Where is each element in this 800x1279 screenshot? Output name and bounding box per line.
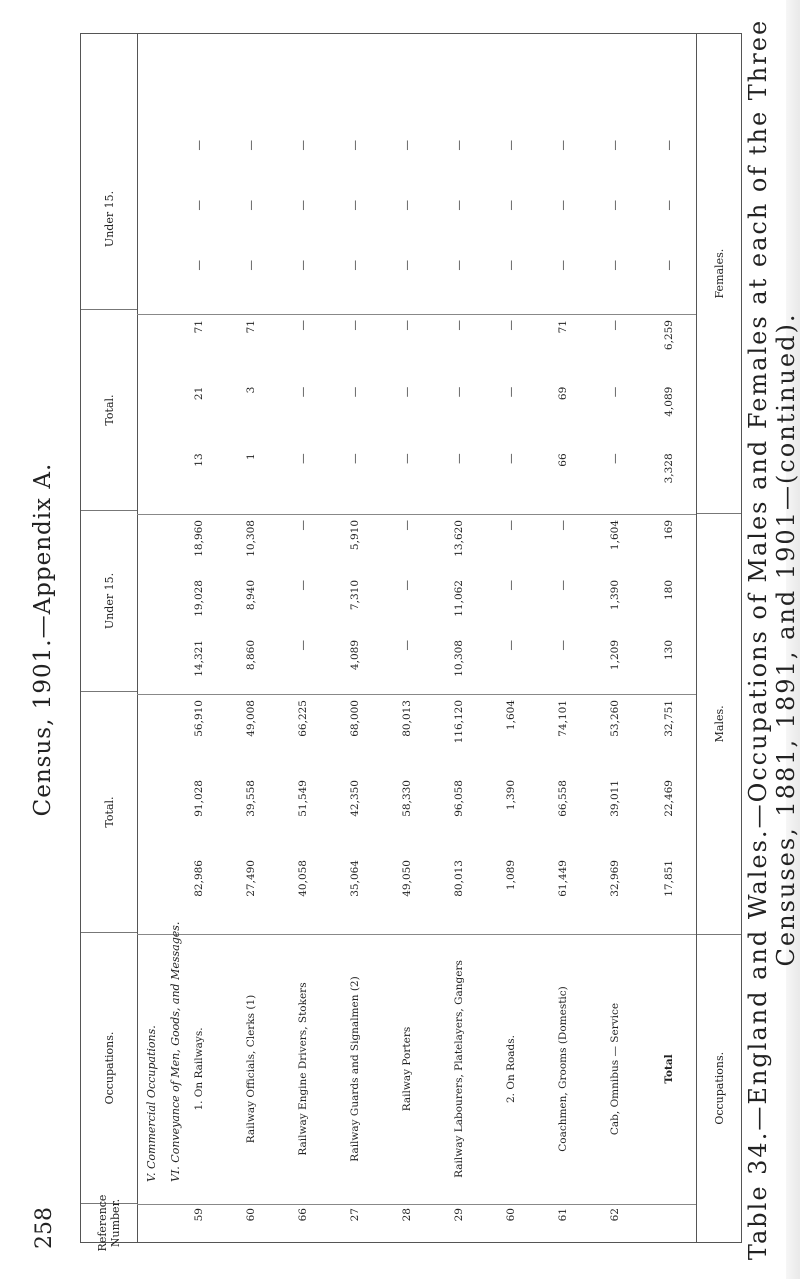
cell-females-total-1: — — [609, 386, 621, 398]
cell-males-total-2: 66,225 — [297, 700, 309, 737]
cell-females-u15-1: — — [453, 200, 465, 211]
occupation-label: Railway Officials, Clerks (1) — [245, 994, 257, 1144]
cell-males-total-0: 35,064 — [349, 860, 361, 897]
cell-males-total-2: 68,000 — [349, 700, 361, 737]
occupation-label: Coachmen, Grooms (Domestic) — [557, 986, 569, 1152]
cell-males-u15-1: — — [557, 580, 569, 591]
table-row — [609, 34, 649, 1242]
table-row — [401, 34, 441, 1242]
running-head — [30, 0, 70, 1279]
cell-females-total-2: — — [505, 320, 517, 331]
cell-females-total-2: 71 — [193, 320, 205, 334]
table-row — [557, 34, 597, 1242]
cell-males-total-2: 53,260 — [609, 700, 621, 737]
table-row — [505, 34, 545, 1242]
cell-females-u15-0: — — [297, 260, 309, 271]
cell-males-total-0: 49,050 — [401, 860, 413, 897]
cell-females-u15-1: — — [193, 200, 205, 211]
cell-males-total-0: 1,089 — [505, 860, 517, 891]
cell-males-total-0: 61,449 — [557, 860, 569, 897]
cell-females-total-0: — — [609, 453, 621, 464]
cell-females-total-0: — — [401, 453, 413, 464]
cell-males-u15-0: 1,209 — [609, 640, 621, 671]
cell-tot-males-u15-2: 169 — [663, 520, 675, 541]
reference-number: 59 — [193, 1208, 205, 1222]
cell-females-total-2: — — [401, 320, 413, 331]
reference-number: 28 — [401, 1208, 413, 1222]
occupations-table — [80, 33, 742, 1252]
cell-males-u15-0: — — [557, 640, 569, 651]
cell-males-total-1: 42,350 — [349, 780, 361, 817]
cell-females-total-2: — — [297, 320, 309, 331]
footer-females-label: Females. — [712, 248, 726, 299]
occupation-label: 2. On Roads. — [505, 1035, 517, 1103]
cell-males-u15-1: 19,028 — [193, 580, 205, 617]
cell-females-total-2: — — [349, 320, 361, 331]
cell-females-u15-2: — — [505, 140, 517, 151]
table-footer — [696, 34, 741, 1242]
cell-males-u15-1: — — [401, 580, 413, 591]
section-head: V. Commercial Occupations. — [145, 1025, 158, 1182]
cell-males-total-1: 51,549 — [297, 780, 309, 817]
occupation-label: Railway Guards and Signalmen (2) — [349, 976, 361, 1162]
occupation-label: Railway Labourers, Platelayers, Gangers — [453, 960, 465, 1178]
cell-males-u15-2: — — [505, 520, 517, 531]
cell-females-u15-0: — — [245, 260, 257, 271]
table-header — [81, 34, 138, 1252]
table-row — [297, 34, 337, 1242]
cell-females-u15-0: — — [401, 260, 413, 271]
cell-tot-males-total-0: 17,851 — [663, 860, 675, 897]
cell-males-total-0: 80,013 — [453, 860, 465, 897]
cell-males-u15-0: 14,321 — [193, 640, 205, 677]
cell-males-total-0: 27,490 — [245, 860, 257, 897]
cell-females-total-0: 13 — [193, 453, 205, 467]
cell-males-u15-2: 5,910 — [349, 520, 361, 551]
cell-tot-females-total-2: 6,259 — [663, 320, 675, 351]
cell-tot-females-u15-1: — — [663, 200, 675, 211]
cell-females-u15-0: — — [557, 260, 569, 271]
cell-males-total-2: 80,013 — [401, 700, 413, 737]
cell-tot-females-total-0: 3,328 — [663, 453, 675, 484]
occupation-label: Railway Engine Drivers, Stokers — [297, 982, 309, 1156]
cell-males-u15-0: 8,860 — [245, 640, 257, 671]
cell-males-u15-1: 8,940 — [245, 580, 257, 611]
cell-females-total-0: — — [349, 453, 361, 464]
header-females-under15: Under 15. — [102, 190, 116, 248]
cell-males-total-2: 56,910 — [193, 700, 205, 737]
cell-females-u15-1: — — [349, 200, 361, 211]
cell-females-total-0: — — [297, 453, 309, 464]
cell-males-total-2: 49,008 — [245, 700, 257, 737]
cell-females-u15-2: — — [245, 140, 257, 151]
reference-number: 27 — [349, 1208, 361, 1222]
table-row — [349, 34, 389, 1242]
cell-males-total-0: 82,986 — [193, 860, 205, 897]
reference-number: 29 — [453, 1208, 465, 1222]
cell-females-u15-1: — — [297, 200, 309, 211]
cell-females-total-1: 21 — [193, 386, 205, 401]
cell-females-total-1: 3 — [245, 386, 257, 394]
cell-tot-males-u15-1: 180 — [663, 580, 675, 601]
cell-females-u15-1: — — [401, 200, 413, 211]
cell-females-u15-2: — — [297, 140, 309, 151]
cell-males-u15-2: 10,308 — [245, 520, 257, 557]
cell-males-u15-2: — — [401, 520, 413, 531]
cell-females-total-2: 71 — [557, 320, 569, 334]
reference-number: 60 — [245, 1208, 257, 1222]
cell-females-u15-0: — — [609, 260, 621, 271]
cell-females-u15-0: — — [193, 260, 205, 271]
cell-females-u15-0: — — [505, 260, 517, 271]
cell-females-total-0: 1 — [245, 453, 257, 461]
cell-males-u15-2: — — [297, 520, 309, 531]
cell-females-u15-0: — — [453, 260, 465, 271]
cell-females-total-1: 69 — [557, 386, 569, 401]
cell-tot-males-total-2: 32,751 — [663, 700, 675, 737]
cell-females-u15-2: — — [401, 140, 413, 151]
cell-males-total-2: 1,604 — [505, 700, 517, 731]
cell-males-total-2: 74,101 — [557, 700, 569, 737]
cell-males-u15-1: — — [297, 580, 309, 591]
cell-females-total-1: — — [505, 386, 517, 398]
footer-males-label: Males. — [697, 513, 741, 933]
cell-males-total-1: 1,390 — [505, 780, 517, 811]
cell-females-u15-2: — — [349, 140, 361, 151]
header-occupations: Occupations. — [81, 932, 137, 1203]
cell-tot-males-u15-0: 130 — [663, 640, 675, 661]
cell-males-total-1: 91,028 — [193, 780, 205, 817]
table-row — [245, 34, 285, 1242]
cell-males-u15-0: 4,089 — [349, 640, 361, 671]
occupation-label: Cab, Omnibus — Service — [609, 1002, 621, 1136]
table-title: Table 34.—England and Wales.—Occupations of Males and Females at each of the Three Censuses, 1881, 1891, and 1901—(continued). — [744, 18, 800, 1261]
occupation-label: Railway Porters — [401, 1026, 413, 1112]
cell-males-total-1: 58,330 — [401, 780, 413, 817]
cell-tot-males-total-1: 22,469 — [663, 780, 675, 817]
cell-tot-females-u15-0: — — [663, 260, 675, 271]
cell-females-u15-1: — — [245, 200, 257, 211]
cell-males-u15-2: 18,960 — [193, 520, 205, 557]
cell-males-u15-0: — — [505, 640, 517, 651]
cell-males-total-1: 96,058 — [453, 780, 465, 817]
cell-females-total-0: — — [453, 453, 465, 464]
cell-females-total-0: 66 — [557, 453, 569, 467]
table-body — [137, 34, 697, 1242]
cell-females-total-2: — — [453, 320, 465, 331]
cell-females-total-2: 71 — [245, 320, 257, 334]
table-row — [453, 34, 493, 1242]
cell-females-total-0: — — [505, 453, 517, 464]
cell-males-u15-2: — — [557, 520, 569, 531]
page-number: 258 — [32, 1207, 57, 1249]
cell-males-u15-1: 1,390 — [609, 580, 621, 611]
cell-males-u15-1: — — [505, 580, 517, 591]
cell-females-u15-2: — — [193, 140, 205, 151]
cell-females-u15-1: — — [609, 200, 621, 211]
cell-males-u15-0: 10,308 — [453, 640, 465, 677]
cell-females-u15-0: — — [349, 260, 361, 271]
table-row — [193, 34, 233, 1242]
running-title: Census, 1901.—Appendix A. — [30, 462, 56, 817]
cell-males-total-1: 66,558 — [557, 780, 569, 817]
cell-males-total-1: 39,558 — [245, 780, 257, 817]
cell-males-total-0: 40,058 — [297, 860, 309, 897]
header-reference-number: Reference Number. — [81, 1203, 137, 1242]
cell-males-u15-2: 1,604 — [609, 520, 621, 551]
section-head: VI. Conveyance of Men, Goods, and Messages. — [169, 921, 182, 1182]
cell-females-u15-1: — — [505, 200, 517, 211]
cell-males-u15-2: 13,620 — [453, 520, 465, 557]
reference-number: 61 — [557, 1208, 569, 1222]
cell-females-u15-2: — — [453, 140, 465, 151]
header-males-total: Total. — [81, 691, 137, 932]
cell-females-total-1: — — [297, 386, 309, 398]
occupation-label: 1. On Railways. — [193, 1027, 205, 1111]
cell-females-u15-2: — — [609, 140, 621, 151]
cell-males-total-1: 39,011 — [609, 780, 621, 817]
cell-females-total-1: — — [453, 386, 465, 398]
cell-females-u15-1: — — [557, 200, 569, 211]
cell-males-u15-1: 11,062 — [453, 580, 465, 617]
cell-males-total-2: 116,120 — [453, 700, 465, 744]
cell-males-u15-0: — — [401, 640, 413, 651]
cell-females-total-1: — — [401, 386, 413, 398]
footer-occupations-label: Occupations. — [697, 934, 741, 1242]
cell-females-total-2: — — [609, 320, 621, 331]
reference-number: 60 — [505, 1208, 517, 1222]
cell-tot-females-u15-2: — — [663, 140, 675, 151]
header-males-under15: Under 15. — [81, 510, 137, 691]
cell-tot-females-total-1: 4,089 — [663, 386, 675, 417]
reference-number: 66 — [297, 1208, 309, 1222]
reference-number: 62 — [609, 1208, 621, 1222]
cell-females-total-1: — — [349, 386, 361, 398]
header-females-total: Total. — [81, 309, 137, 510]
cell-males-u15-1: 7,310 — [349, 580, 361, 611]
totals-label: Total — [663, 1054, 675, 1084]
cell-males-total-0: 32,969 — [609, 860, 621, 897]
cell-males-u15-0: — — [297, 640, 309, 651]
cell-females-u15-2: — — [557, 140, 569, 151]
